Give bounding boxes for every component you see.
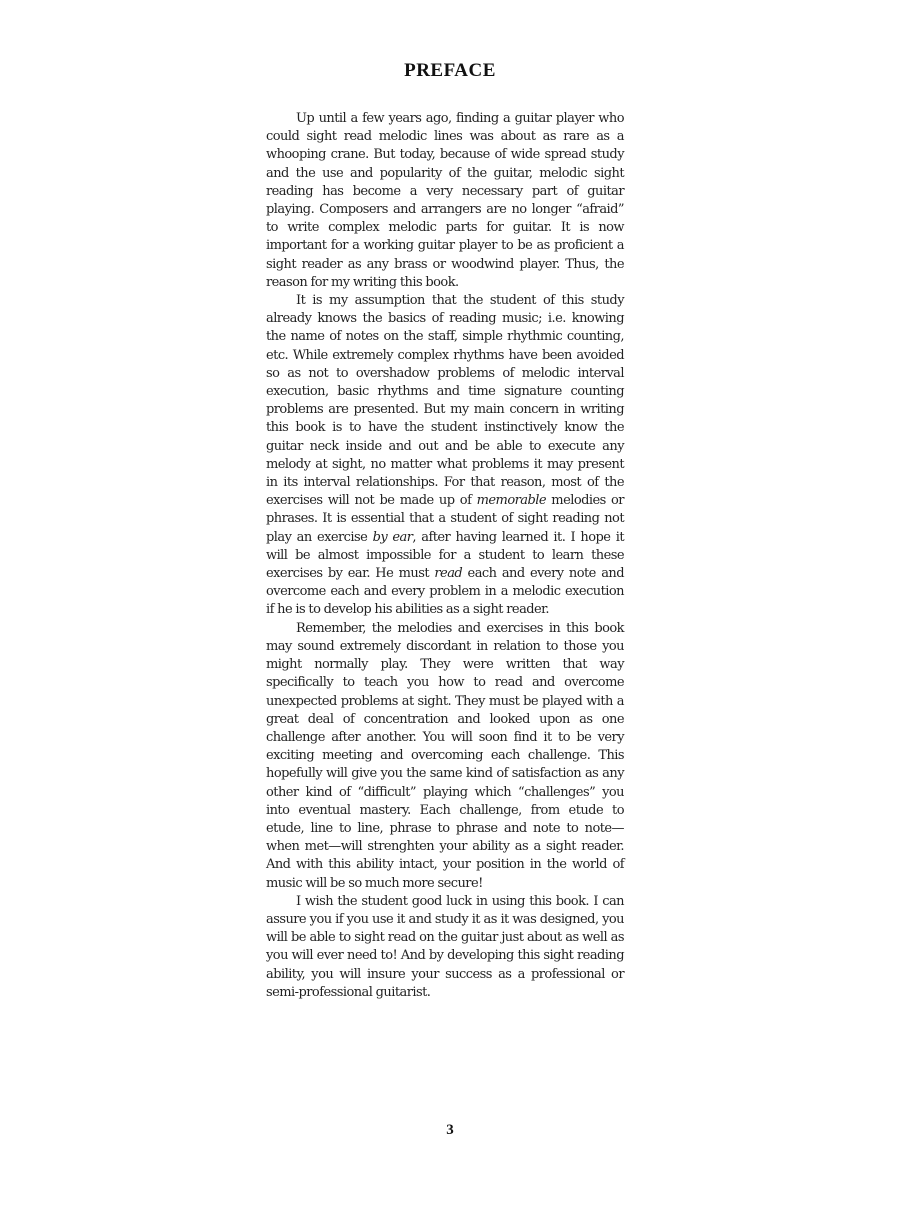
paragraph	[266, 292, 624, 620]
italic-text: memorable	[476, 493, 546, 509]
preface-body	[266, 110, 624, 1002]
text-run: , after having learned it. I hope it will be almost impossible for a student to learn these exercises by ear. He must	[266, 529, 624, 582]
text-run: Remember, the melodies and exercises in this book may sound extremely discordant in relation to those you might normally play. They were written that way specifically to teach you how to read and overcome unexpected problems at sight. They must be played with a great deal of concentration and looked upon as one challenge after another. You will soon find it to be very exciting meeting and overcoming each challenge. This hopefully will give you the same kind of satisfaction as any other kind of “difficult” playing which “challenges” you into eventual mastery. Each challenge, from etude to etude, line to line, phrase to phrase and note to note—when met—will strenghten your ability as a sight reader. And with this ability intact, your position in the world of music will be so much more secure!	[266, 620, 624, 891]
paragraph	[266, 620, 624, 893]
paragraph	[266, 893, 624, 1002]
text-run: each and every note and overcome each and every problem in a melodic execution if he is to develop his abilities as a sight reader.	[266, 566, 624, 618]
text-run: It is my assumption that the student of this study already knows the basics of reading music; i.e. knowing the name of notes on the staff, simple rhythmic counting, etc. While extremely complex rhythms have been avoided so as not to overshadow problems of melodic interval execution, basic rhythms and time signature counting problems are presented. But my main concern in writing this book is to have the student instinctively know the guitar neck inside and out and be able to execute any melody at sight, no matter what problems it may present in its interval relationships. For that reason, most of the exercises will not be made up of	[266, 293, 624, 509]
italic-text: read	[434, 566, 463, 582]
text-run: Up until a few years ago, finding a guitar player who could sight read melodic lines was about as rare as a whooping crane. But today, because of wide spread study and the use and popularity of the guitar, melodic sight reading has become a very necessary part of guitar playing. Composers and arrangers are no longer “afraid” to write complex melodic parts for guitar. It is now important for a working guitar player to be as proficient a sight reader as any brass or woodwind player. Thus, the reason for my writing this book.	[266, 111, 624, 290]
text-run: melodies or phrases. It is essential that a student of sight reading not play an exercise	[266, 493, 624, 545]
page-title: PREFACE	[404, 60, 496, 81]
text-run: I wish the student good luck in using this book. I can assure you if you use it and study it as it was designed, you will be able to sight read on the guitar just about as well as you will ever need to! And by developing this sight reading ability, you will insure your success as a professional or semi-professional guitarist.	[266, 893, 624, 1000]
page-number: 3	[446, 1122, 454, 1138]
italic-text: by ear	[372, 529, 413, 545]
paragraph	[266, 110, 624, 292]
